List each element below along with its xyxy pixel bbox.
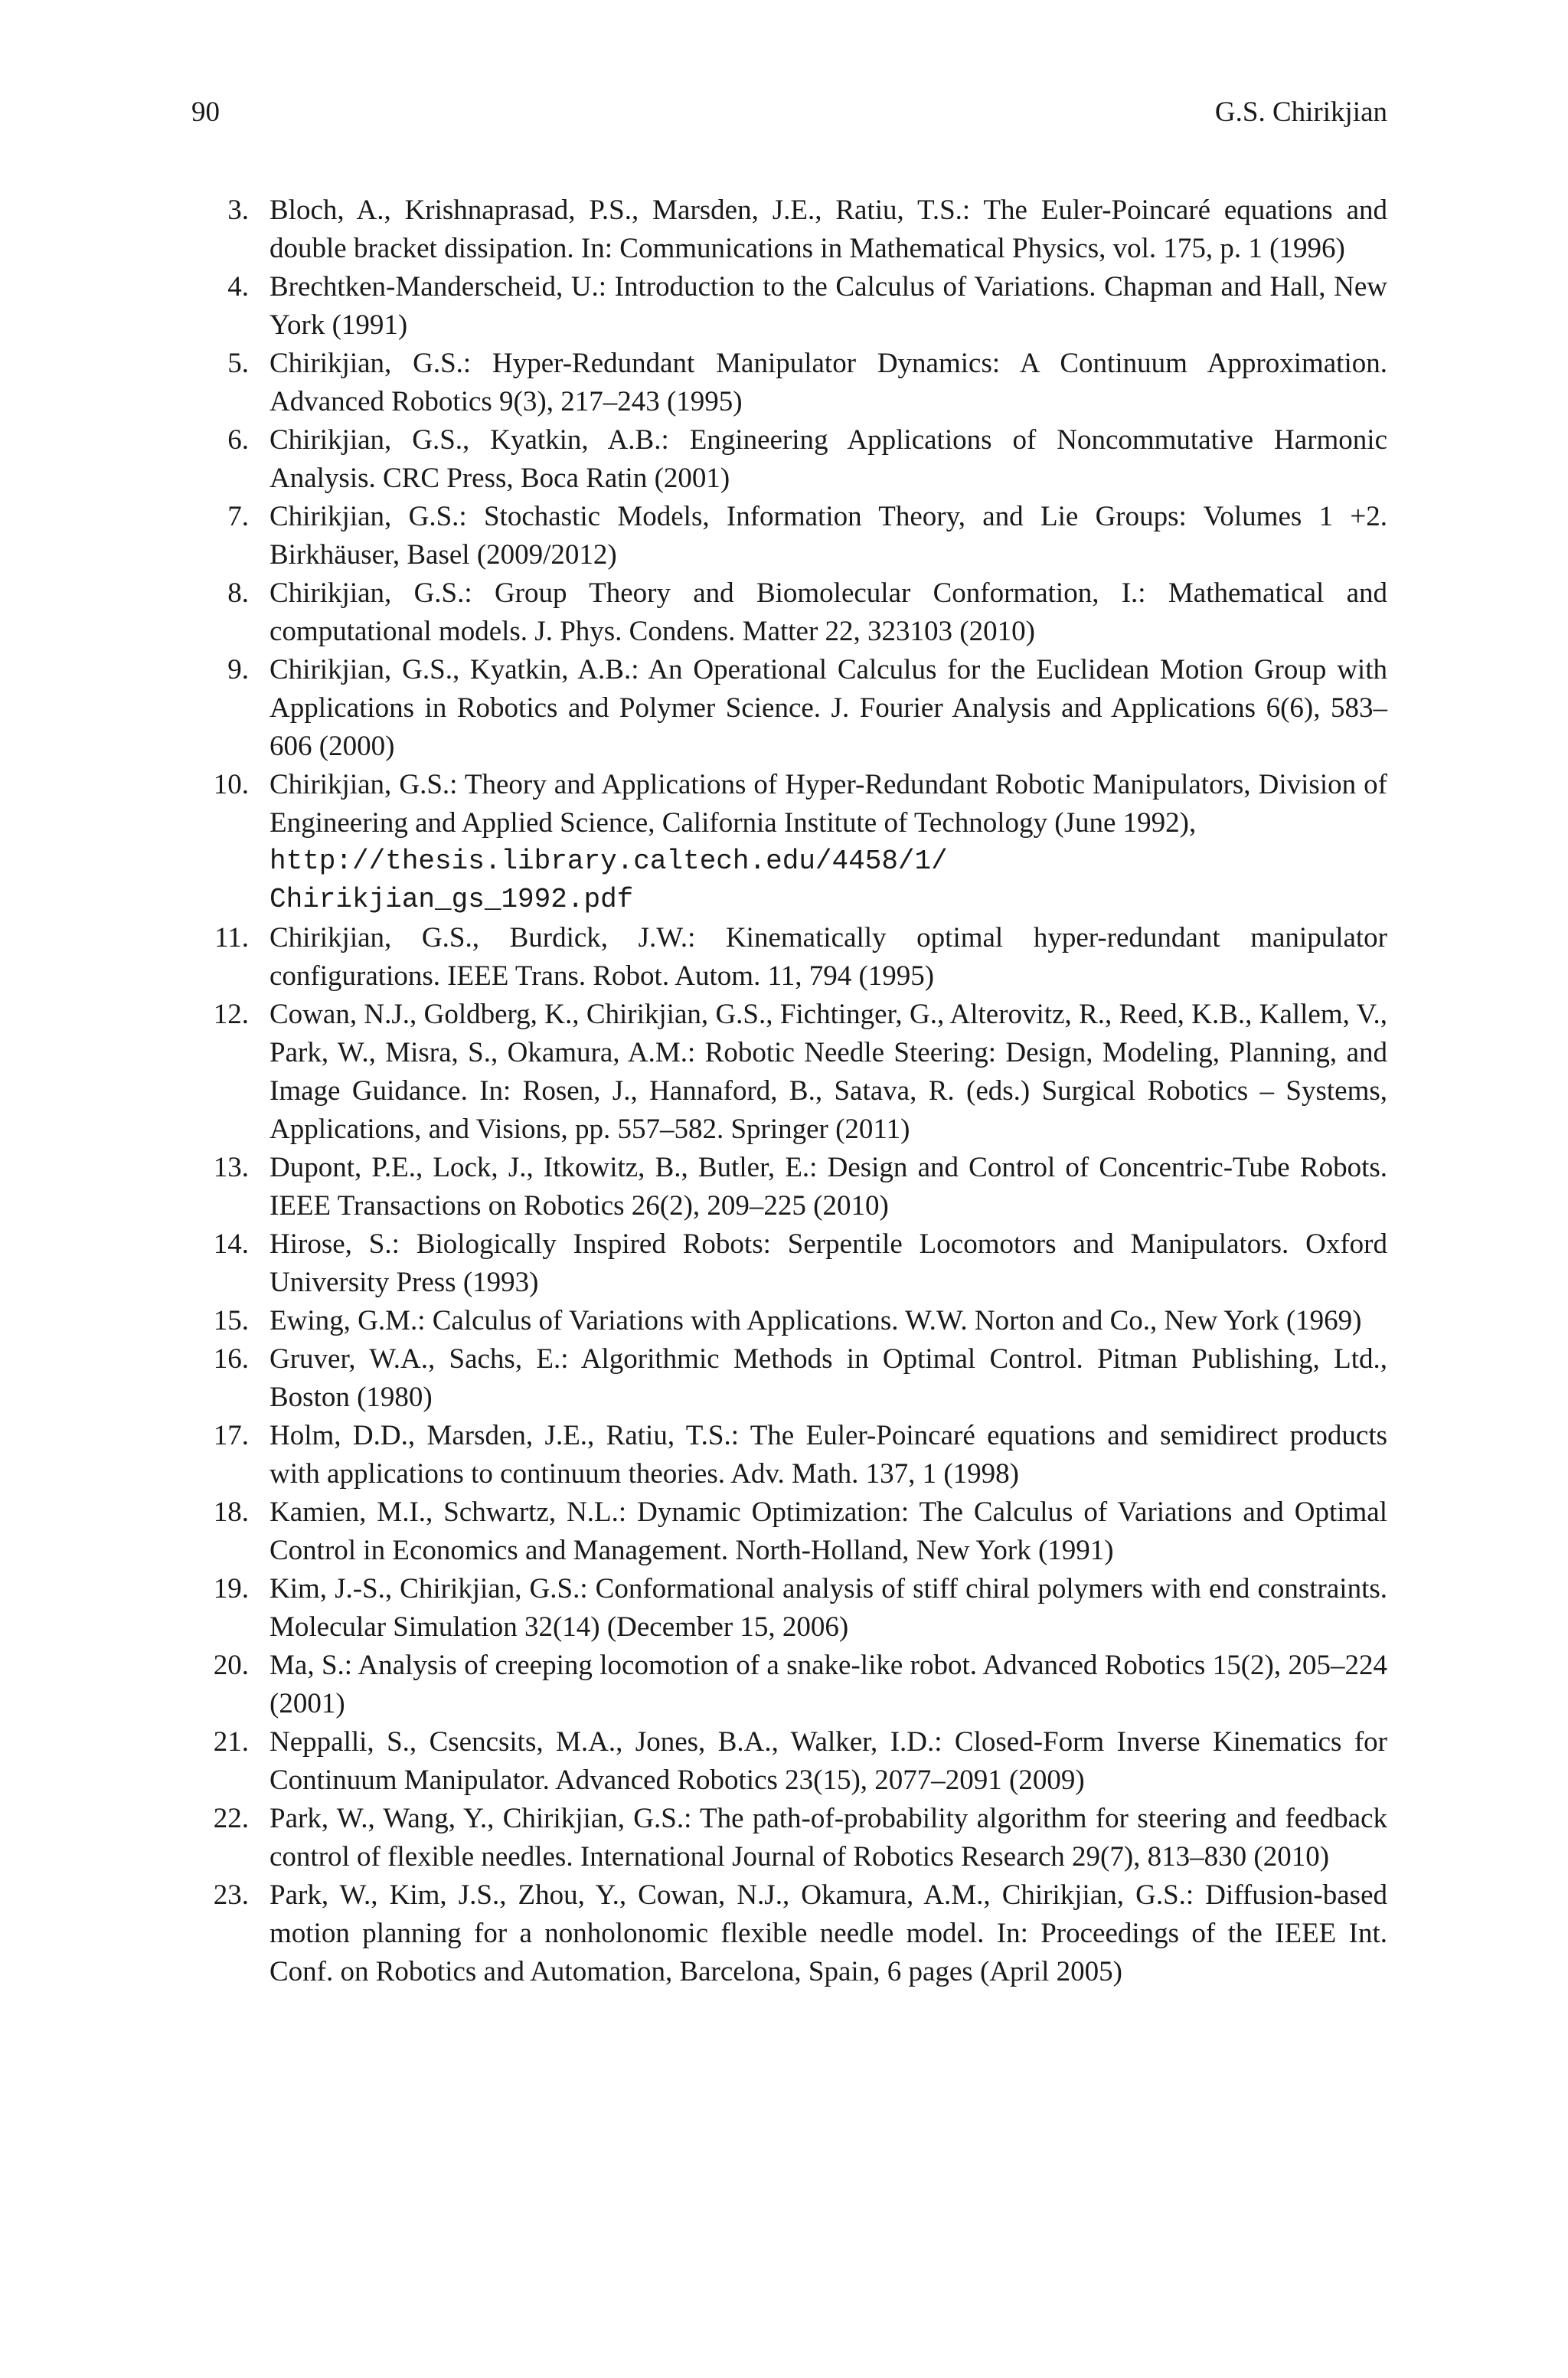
reference-text: Chirikjian, G.S., Burdick, J.W.: Kinematically optimal hyper-redundant manipulator configurations. IEEE Trans. Robot. Autom. 11, 794 (1995) (270, 922, 1387, 992)
reference-list (191, 191, 1387, 1991)
reference-item (191, 1493, 1387, 1570)
reference-text: Cowan, N.J., Goldberg, K., Chirikjian, G.S., Fichtinger, G., Alterovitz, R., Reed, K.B., Kallem, V., Park, W., Misra, S., Okamura, A.M.: Robotic Needle Steering: Design, Modeling, Planning, and Image Guidance. In: Rosen, J., Hannaford, B., Satava, R. (eds.) Surgical Robotics – Systems, Applications, and Visions, pp. 557–582. Springer (2011) (270, 999, 1387, 1145)
reference-item (191, 1800, 1387, 1876)
reference-text: Park, W., Kim, J.S., Zhou, Y., Cowan, N.J., Okamura, A.M., Chirikjian, G.S.: Diffusion-based motion planning for a nonholonomic flexible needle model. In: Proceedings of the IEEE Int. Conf. on Robotics and Automation, Barcelona, Spain, 6 pages (April 2005) (270, 1879, 1387, 1987)
reference-item (191, 766, 1387, 919)
reference-item (191, 996, 1387, 1149)
reference-item (191, 1302, 1387, 1340)
reference-number: 11. (214, 922, 249, 953)
reference-url-line-1[interactable]: http://thesis.library.caltech.edu/4458/1/ (270, 846, 948, 877)
reference-item (191, 268, 1387, 345)
reference-text: Dupont, P.E., Lock, J., Itkowitz, B., Butler, E.: Design and Control of Concentric-Tube Robots. IEEE Transactions on Robotics 26(2), 209–225 (2010) (270, 1152, 1387, 1222)
reference-text: Kim, J.-S., Chirikjian, G.S.: Conformational analysis of stiff chiral polymers with end constraints. Molecular Simulation 32(14) (December 15, 2006) (270, 1573, 1387, 1643)
reference-item (191, 345, 1387, 421)
reference-text: Gruver, W.A., Sachs, E.: Algorithmic Methods in Optimal Control. Pitman Publishing, Ltd., Boston (1980) (270, 1343, 1387, 1413)
reference-number: 10. (213, 769, 249, 800)
reference-item (191, 1876, 1387, 1991)
reference-item (191, 1225, 1387, 1302)
reference-number: 19. (213, 1573, 249, 1604)
reference-text: Neppalli, S., Csencsits, M.A., Jones, B.A., Walker, I.D.: Closed-Form Inverse Kinematics for Continuum Manipulator. Advanced Robotics 23(15), 2077–2091 (2009) (270, 1726, 1387, 1796)
reference-number: 23. (213, 1879, 249, 1911)
reference-number: 22. (213, 1803, 249, 1834)
reference-text: Chirikjian, G.S., Kyatkin, A.B.: Engineering Applications of Noncommutative Harmonic Analysis. CRC Press, Boca Ratin (2001) (270, 424, 1387, 494)
reference-item (191, 1570, 1387, 1647)
reference-item (191, 1723, 1387, 1800)
reference-text: Chirikjian, G.S.: Theory and Applications of Hyper-Redundant Robotic Manipulators, Division of Engineering and Applied Science, California Institute of Technology (June 1992), (270, 769, 1387, 839)
reference-number: 16. (213, 1343, 249, 1375)
reference-text-block (270, 766, 1387, 919)
reference-text: Hirose, S.: Biologically Inspired Robots: Serpentile Locomotors and Manipulators. Oxford University Press (1993) (270, 1228, 1387, 1298)
reference-item (191, 1647, 1387, 1723)
reference-number: 8. (227, 577, 249, 609)
reference-text: Chirikjian, G.S.: Group Theory and Biomolecular Conformation, I.: Mathematical and computational models. J. Phys. Condens. Matter 22, 323103 (2010) (270, 577, 1387, 647)
reference-item (191, 651, 1387, 766)
page-number: 90 (191, 96, 220, 128)
reference-number: 18. (213, 1496, 249, 1528)
reference-text: Bloch, A., Krishnaprasad, P.S., Marsden, J.E., Ratiu, T.S.: The Euler-Poincaré equations and double bracket dissipation. In: Communications in Mathematical Physics, vol. 175, p. 1 (1996) (270, 195, 1387, 264)
page-header (191, 93, 1387, 132)
reference-number: 20. (213, 1650, 249, 1681)
reference-item (191, 574, 1387, 651)
reference-number: 6. (227, 424, 249, 456)
reference-text: Ewing, G.M.: Calculus of Variations with Applications. W.W. Norton and Co., New York (1969) (270, 1305, 1362, 1336)
reference-number: 5. (227, 348, 249, 379)
reference-number: 17. (213, 1420, 249, 1451)
reference-text: Chirikjian, G.S.: Hyper-Redundant Manipulator Dynamics: A Continuum Approximation. Advanced Robotics 9(3), 217–243 (1995) (270, 348, 1387, 417)
reference-url[interactable] (270, 842, 1387, 919)
reference-item (191, 191, 1387, 268)
reference-item (191, 1149, 1387, 1225)
reference-number: 21. (213, 1726, 249, 1758)
reference-text: Chirikjian, G.S.: Stochastic Models, Information Theory, and Lie Groups: Volumes 1 +2. Birkhäuser, Basel (2009/2012) (270, 501, 1387, 571)
reference-item (191, 919, 1387, 996)
reference-number: 3. (227, 195, 249, 226)
reference-number: 14. (213, 1228, 249, 1260)
reference-text: Brechtken-Manderscheid, U.: Introduction to the Calculus of Variations. Chapman and Hall, New York (1991) (270, 271, 1387, 341)
reference-item (191, 421, 1387, 498)
reference-text: Kamien, M.I., Schwartz, N.L.: Dynamic Optimization: The Calculus of Variations and Optimal Control in Economics and Management. North-Holland, New York (1991) (270, 1496, 1387, 1566)
reference-text: Chirikjian, G.S., Kyatkin, A.B.: An Operational Calculus for the Euclidean Motion Group with Applications in Robotics and Polymer Science. J. Fourier Analysis and Applications 6(6), 583–606 (2000) (270, 654, 1387, 762)
reference-text: Park, W., Wang, Y., Chirikjian, G.S.: The path-of-probability algorithm for steering and feedback control of flexible needles. International Journal of Robotics Research 29(7), 813–830 (2010) (270, 1803, 1387, 1873)
reference-number: 9. (227, 654, 249, 685)
reference-item (191, 1417, 1387, 1493)
reference-number: 4. (227, 271, 249, 303)
reference-url-line-2[interactable]: Chirikjian_gs_1992.pdf (270, 884, 634, 915)
reference-text: Ma, S.: Analysis of creeping locomotion of a snake-like robot. Advanced Robotics 15(2), 205–224 (2001) (270, 1650, 1387, 1719)
reference-text: Holm, D.D., Marsden, J.E., Ratiu, T.S.: The Euler-Poincaré equations and semidirect products with applications to continuum theories. Adv. Math. 137, 1 (1998) (270, 1420, 1387, 1490)
reference-item (191, 498, 1387, 574)
reference-number: 7. (227, 501, 249, 532)
reference-item (191, 1340, 1387, 1417)
reference-number: 15. (213, 1305, 249, 1336)
running-author: G.S. Chirikjian (1214, 96, 1387, 128)
reference-number: 13. (213, 1152, 249, 1183)
reference-number: 12. (213, 999, 249, 1030)
